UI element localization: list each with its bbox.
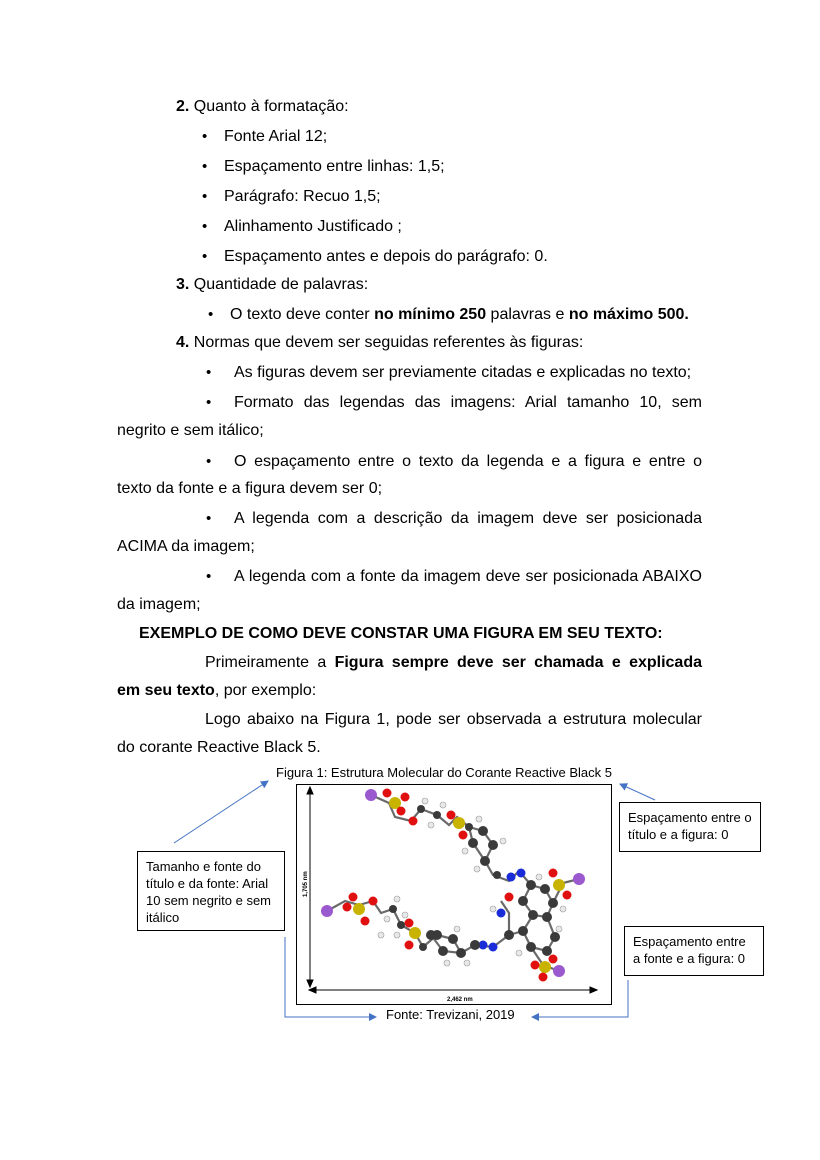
paragraph-1-line-2 [117,681,316,701]
bullet-dot: • [202,188,208,205]
item-3-number: 3. [176,276,190,293]
item-2-title: Quanto à formatação: [193,98,349,115]
word-count-rule [230,305,689,325]
figure-rule-3-line-1: O espaçamento entre o texto da legenda e a figura e entre o [234,453,702,470]
bullet-dot: • [202,248,208,265]
figure-rule-2-line-2: negrito e sem itálico; [117,422,264,439]
paragraph-1-text: Primeiramente a [205,654,335,671]
bullet-dot: • [206,510,212,527]
item-4-heading [176,333,583,353]
figure-rule-5-line-1: A legenda com a fonte da imagem deve ser posicionada ABAIXO [234,568,702,585]
format-bullet-item: Parágrafo: Recuo 1,5; [224,188,381,205]
annotation-source-spacing: Espaçamento entre a fonte e a figura: 0 [624,926,764,976]
word-rule-min: no mínimo 250 [374,306,487,323]
item-2-heading [176,97,349,117]
paragraph-1-bold-2: em seu texto [117,682,215,699]
bullet-dot: • [206,364,212,381]
item-4-title: Normas que devem ser seguidas referentes às figuras: [193,334,584,351]
bullet-dot: • [206,568,212,585]
paragraph-1-line-1 [205,653,702,673]
item-2-number: 2. [176,98,190,115]
figure-rule-4-line-2: ACIMA da imagem; [117,538,255,555]
figure-rule-2-line-1: Formato das legendas das imagens: Arial tamanho 10, sem [234,394,702,411]
bullet-dot: • [206,394,212,411]
bullet-dot: • [202,158,208,175]
bullet-dot: • [208,306,214,323]
arrow-title-spacing [620,784,655,800]
word-rule-text-2: palavras e [486,306,569,323]
annotation-caption-format: Tamanho e fonte do título e da fonte: Arial 10 sem negrito e sem itálico [137,851,285,931]
item-3-title: Quantidade de palavras: [193,276,369,293]
format-bullet-item: Fonte Arial 12; [224,128,328,145]
format-bullet-item: Espaçamento antes e depois do parágrafo: 0. [224,248,548,265]
format-bullet-item: Espaçamento entre linhas: 1,5; [224,158,445,175]
figure-caption: Figura 1: Estrutura Molecular do Corante Reactive Black 5 [276,765,612,780]
figure-rule-1: As figuras devem ser previamente citadas e explicadas no texto; [234,364,692,381]
bullet-dot: • [206,453,212,470]
figure-source: Fonte: Trevizani, 2019 [386,1007,515,1022]
dimension-vertical-label: 1,705 nm [303,871,309,897]
arrow-to-caption [174,781,268,843]
item-3-heading [176,275,368,295]
word-rule-text-1: O texto deve conter [230,306,375,323]
item-4-number: 4. [176,334,190,351]
annotation-title-spacing: Espaçamento entre o título e a figura: 0 [619,802,761,852]
word-rule-max: no máximo 500. [568,306,689,323]
paragraph-1-bold: Figura sempre deve ser chamada e explicada [334,654,702,671]
format-bullet-item: Alinhamento Justificado ; [224,218,402,235]
paragraph-2-line-2: do corante Reactive Black 5. [117,739,321,756]
paragraph-1-text-2: , por exemplo: [214,682,317,699]
figure-rule-3-line-2: texto da fonte e a figura devem ser 0; [117,480,383,497]
bullet-dot: • [202,218,208,235]
bullet-dot: • [202,128,208,145]
paragraph-2-line-1: Logo abaixo na Figura 1, pode ser observada a estrutura molecular [205,711,702,728]
dimension-horizontal-label: 2,462 nm [447,997,473,1003]
figure-rule-5-line-2: da imagem; [117,596,201,613]
figure-rule-4-line-1: A legenda com a descrição da imagem deve ser posicionada [234,510,702,527]
figure-image [296,784,612,1005]
molecule-bonds [327,795,579,971]
molecule-drawing [297,785,613,1006]
example-heading: EXEMPLO DE COMO DEVE CONSTAR UMA FIGURA EM SEU TEXTO: [139,625,663,642]
